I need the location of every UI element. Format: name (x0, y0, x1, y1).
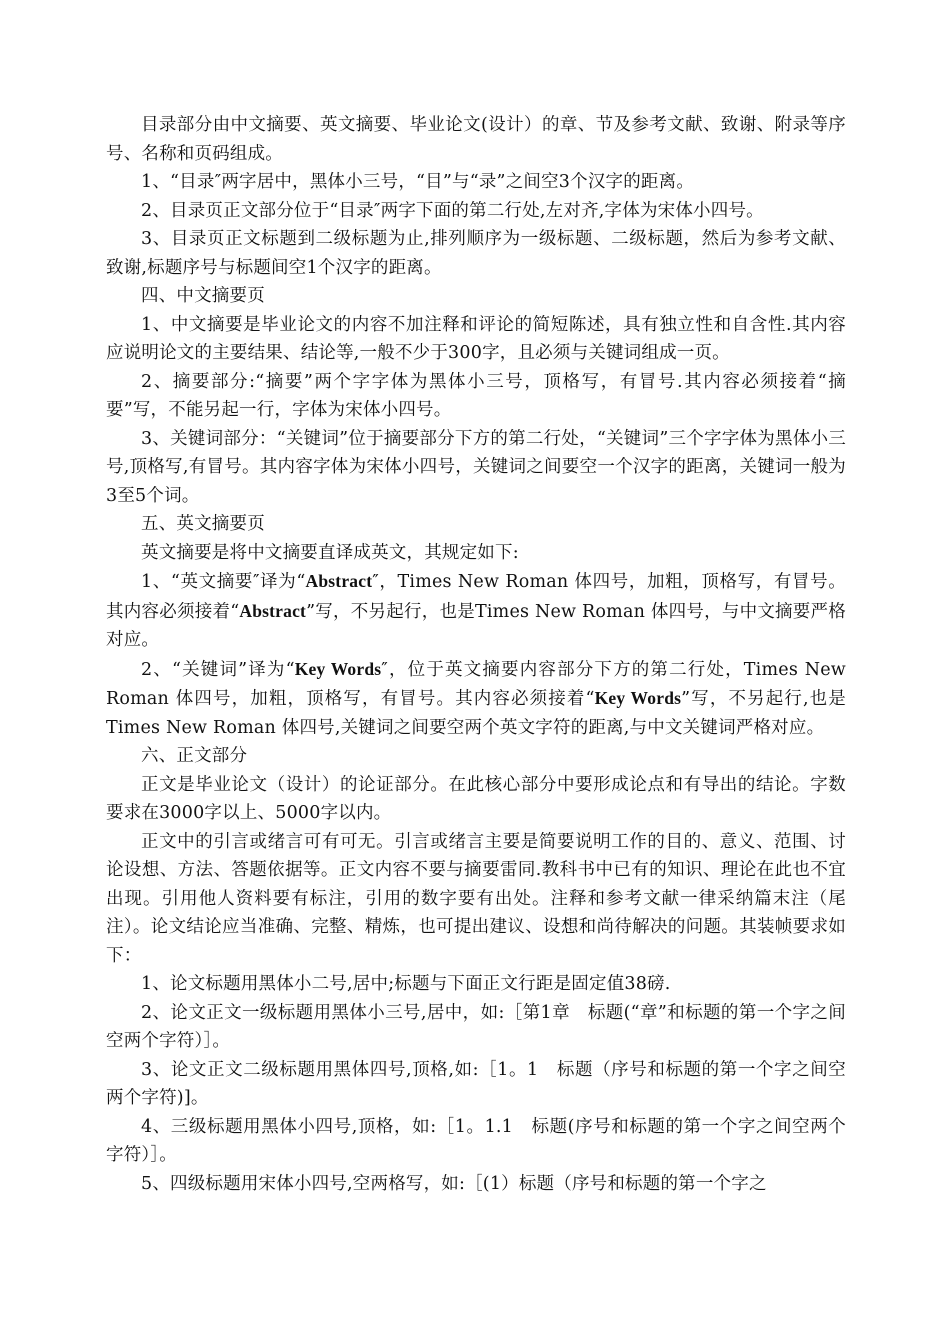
bold-term: Abstract (305, 571, 373, 591)
body-paragraph (106, 828, 846, 971)
body-paragraph (106, 539, 846, 568)
paragraph-text: 1、中文摘要是毕业论文的内容不加注释和评论的简短陈述，具有独立性和自含性.其内容应说明论文的主要结果、结论等,一般不少于300字，且必须与关键词组成一页。 (106, 314, 846, 363)
paragraph-text: 2、摘要部分:“摘要”两个字字体为黑体小三号，顶格写，有冒号.其内容必须接着“摘要”写，不能另起一行，字体为宋体小四号。 (106, 371, 846, 420)
body-paragraph (106, 567, 846, 655)
body-paragraph (106, 311, 846, 368)
body-paragraph (106, 425, 846, 511)
paragraph-text: 目录部分由中文摘要、英文摘要、毕业论文(设计）的章、节及参考文献、致谢、附录等序号、名称和页码组成。 (106, 115, 846, 164)
paragraph-text: ″，Times New Roman 体四号，加粗，顶格写，有冒号。其内容必须接着“ (106, 572, 847, 622)
body-paragraph (106, 197, 846, 226)
body-paragraph (106, 368, 846, 425)
body-paragraph (106, 1056, 846, 1113)
paragraph-text: 1、论文标题用黑体小二号,居中;标题与下面正文行距是固定值38磅. (141, 974, 671, 994)
paragraph-text: ″，位于英文摘要内容部分下方的第二行处，Times New Roman 体四号，加粗，顶格写，有冒号。其内容必须接着“ (106, 659, 846, 709)
paragraph-text: 2、目录页正文部分位于“目录″两字下面的第二行处,左对齐,字体为宋体小四号。 (141, 200, 764, 221)
paragraph-text: 五、英文摘要页 (141, 514, 265, 534)
paragraph-text: 1、“目录″两字居中，黑体小三号，“目”与“录”之间空3个汉字的距离。 (141, 172, 695, 192)
paragraph-text: ”写，不另起行，也是Times New Roman 体四号，与中文摘要严格对应。 (106, 601, 846, 650)
bold-term: Abstract (239, 600, 307, 621)
body-paragraph (106, 1170, 846, 1199)
body-paragraph (106, 999, 846, 1056)
paragraph-text: ”写，不另起行,也是Times New Roman 体四号,关键词之间要空两个英文字符的距离,与中文关键词严格对应。 (106, 689, 846, 738)
body-paragraph (106, 111, 846, 168)
document-body (106, 111, 846, 1198)
paragraph-text: 1、“英文摘要″译为“ (141, 572, 306, 592)
section-heading (106, 282, 846, 311)
paragraph-text: 3、论文正文二级标题用黑体四号,顶格,如:［1。1 标题（序号和标题的第一个字之间空两个字符)]。 (106, 1059, 846, 1108)
paragraph-text: 英文摘要是将中文摘要直译成英文，其规定如下: (141, 542, 519, 563)
body-paragraph (106, 970, 846, 999)
paragraph-text: 正文中的引言或绪言可有可无。引言或绪言主要是简要说明工作的目的、意义、范围、讨论设想、方法、答题依据等。正文内容不要与摘要雷同.教科书中已有的知识、理论在此也不宜出现。引用他人资料要有标注，引用的数字要有出处。注释和参考文献一律采纳篇末注（尾注）。论文结论应当准确、完整、精炼，也可提出建议、设想和尚待解决的问题。其装帧要求如下： (106, 831, 846, 966)
paragraph-text: 3、目录页正文标题到二级标题为止,排列顺序为一级标题、二级标题，然后为参考文献、致谢,标题序号与标题间空1个汉字的距离。 (106, 229, 846, 278)
paragraph-text: 3、关键词部分：“关键词”位于摘要部分下方的第二行处，“关键词”三个字字体为黑体小三号,顶格写,有冒号。其内容字体为宋体小四号，关键词之间要空一个汉字的距离，关键词一般为3至5个词。 (106, 428, 846, 506)
section-heading (106, 510, 846, 539)
paragraph-text: 四、中文摘要页 (141, 286, 265, 306)
paragraph-text: 正文是毕业论文（设计）的论证部分。在此核心部分中要形成论点和有导出的结论。字数要求在3000字以上、5000字以内。 (106, 774, 846, 823)
body-paragraph (106, 655, 846, 743)
paragraph-text: 2、论文正文一级标题用黑体小三号,居中，如:［第1章 标题(“章”和标题的第一个字之间空两个字符）］。 (106, 1002, 846, 1051)
paragraph-text: 2、“关键词”译为“ (141, 659, 295, 680)
body-paragraph (106, 771, 846, 828)
bold-term: Key Words (594, 688, 682, 708)
bold-term: Key Words (294, 658, 382, 679)
section-heading (106, 742, 846, 771)
body-paragraph (106, 225, 846, 282)
body-paragraph (106, 1113, 846, 1170)
paragraph-text: 4、三级标题用黑体小四号,顶格，如:［1。1.1 标题(序号和标题的第一个字之间空两个字符）］。 (106, 1116, 846, 1165)
paragraph-text: 六、正文部分 (141, 746, 248, 766)
paragraph-text: 5、四级标题用宋体小四号,空两格写，如:［(1）标题（序号和标题的第一个字之 (141, 1173, 767, 1194)
body-paragraph (106, 168, 846, 197)
